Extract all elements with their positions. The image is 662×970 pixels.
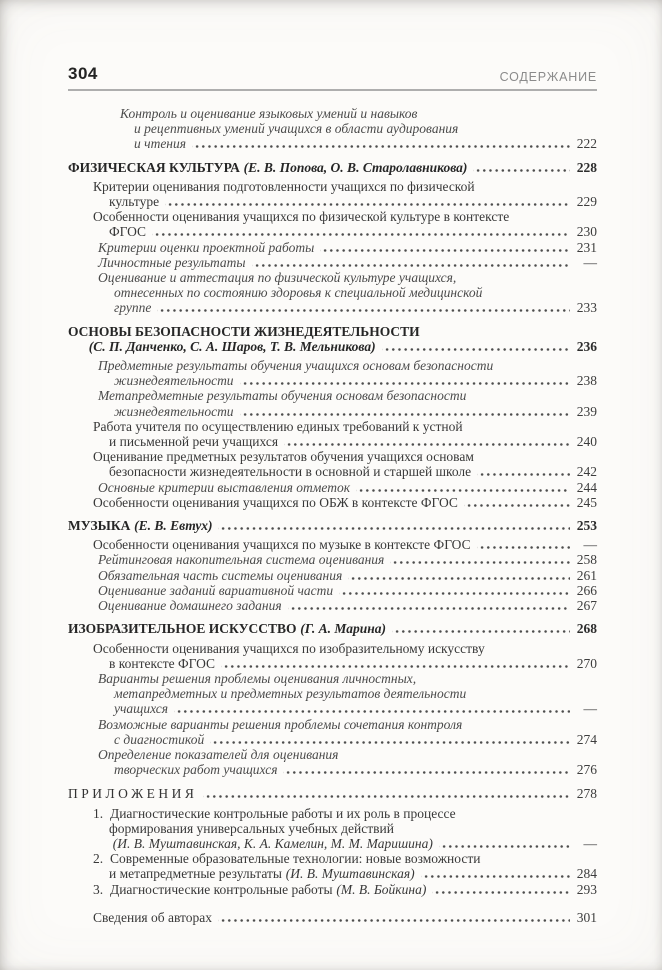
page-number: 258 <box>576 552 597 568</box>
toc-entry <box>68 419 597 449</box>
toc-text: Диагностические контрольные работы <box>110 881 333 897</box>
dot-leader <box>473 167 570 172</box>
toc-entry <box>68 552 597 567</box>
toc-text: жизнедеятельности <box>114 403 234 419</box>
toc-line <box>68 136 597 151</box>
page-number: 261 <box>576 567 597 583</box>
toc-text: Метапредметные результаты обучения основам безопасности <box>98 388 467 404</box>
page-number: 301 <box>576 909 597 925</box>
toc-text: Критерии оценивания подготовленности учащихся по физической <box>93 178 475 194</box>
page-number: 239 <box>576 403 597 419</box>
toc-list <box>68 106 597 925</box>
toc-line <box>68 656 597 671</box>
toc-line <box>68 866 597 881</box>
toc-line <box>68 732 597 747</box>
toc-entry <box>68 495 597 510</box>
page-number: 233 <box>576 300 597 316</box>
toc-line <box>68 786 597 801</box>
toc-line <box>68 300 597 315</box>
toc-line <box>68 373 597 388</box>
dot-leader <box>439 843 570 848</box>
toc-entry <box>68 910 597 925</box>
dot-leader <box>348 575 570 580</box>
toc-text: группе <box>114 300 152 316</box>
toc-text: Возможные варианты решения проблемы сочетания контроля <box>98 716 463 732</box>
toc-authors: (С. П. Данченко, С. А. Шаров, Т. В. Мельникова) <box>88 338 376 354</box>
page-number: 245 <box>576 494 597 510</box>
toc-text: метапредметных и предметных результатов деятельности <box>114 686 467 702</box>
toc-entry <box>68 598 597 613</box>
toc-entry <box>68 255 597 270</box>
page-number: — <box>583 835 597 851</box>
page-number: — <box>583 701 597 717</box>
dot-leader <box>432 889 570 894</box>
toc-line <box>68 747 597 762</box>
page-number: 284 <box>576 866 597 882</box>
dot-leader <box>203 793 570 798</box>
toc-line <box>68 449 597 464</box>
toc-text: Оценивание домашнего задания <box>98 598 282 614</box>
toc-entry <box>68 179 597 209</box>
toc-text: Особенности оценивания учащихся по физической культуре в контексте <box>93 209 510 225</box>
page-number: 230 <box>576 224 597 240</box>
toc-text: ИЗОБРАЗИТЕЛЬНОЕ ИСКУССТВО <box>68 621 297 637</box>
dot-leader <box>152 231 570 236</box>
toc-text: Рейтинговая накопительная система оценивания <box>98 552 385 568</box>
page-number: 267 <box>576 598 597 614</box>
page-number: 293 <box>576 881 597 897</box>
dot-leader <box>218 525 570 530</box>
toc-line <box>68 598 597 613</box>
toc-line <box>68 621 597 636</box>
toc-line <box>68 160 597 175</box>
toc-entry <box>68 747 597 777</box>
toc-line <box>68 518 597 533</box>
page-number: 231 <box>576 239 597 255</box>
dot-leader <box>165 201 570 206</box>
dot-leader <box>240 411 570 416</box>
toc-line <box>68 806 597 821</box>
dot-leader <box>477 544 570 549</box>
toc-text: ФИЗИЧЕСКАЯ КУЛЬТУРА <box>68 159 240 175</box>
page-number: 228 <box>576 159 597 175</box>
dot-leader <box>283 769 570 774</box>
toc-entry <box>68 583 597 598</box>
dot-leader <box>356 487 570 492</box>
toc-text: ФГОС <box>109 224 147 240</box>
dot-leader <box>382 346 570 351</box>
toc-line <box>68 179 597 194</box>
toc-text: Личностные результаты <box>98 254 246 270</box>
dot-leader <box>390 559 570 564</box>
toc-entry <box>68 388 597 418</box>
toc-entry <box>68 537 597 552</box>
toc-line <box>68 641 597 656</box>
toc-text: Сведения об авторах <box>93 909 212 925</box>
running-head: СОДЕРЖАНИЕ <box>499 70 597 84</box>
toc-text: Определение показателей для оценивания <box>98 746 339 762</box>
dot-leader <box>284 441 570 446</box>
page-header <box>68 64 597 84</box>
toc-line <box>68 836 597 851</box>
toc-line <box>68 121 597 136</box>
toc-line <box>68 686 597 701</box>
dot-leader <box>210 739 570 744</box>
toc-line <box>68 537 597 552</box>
toc-line <box>68 324 597 339</box>
toc-line <box>68 701 597 716</box>
toc-authors: (И. В. Муштавинская, К. А. Камелин, М. М. Маришина) <box>112 835 433 851</box>
toc-text: культуре <box>109 194 160 210</box>
toc-text: Контроль и оценивание языковых умений и навыков <box>120 106 418 121</box>
toc-line <box>68 552 597 567</box>
toc-entry <box>68 786 597 801</box>
toc-text: жизнедеятельности <box>114 373 234 389</box>
page-number: 274 <box>576 731 597 747</box>
toc-text: творческих работ учащихся <box>114 762 278 778</box>
toc-text: ОСНОВЫ БЕЗОПАСНОСТИ ЖИЗНЕДЕЯТЕЛЬНОСТИ <box>68 323 420 339</box>
toc-line <box>68 821 597 836</box>
dot-leader <box>320 247 570 252</box>
toc-entry <box>68 270 597 316</box>
toc-text: формирования универсальных учебных действий <box>109 820 394 836</box>
toc-line <box>68 495 597 510</box>
toc-authors: (Е. В. Евтух) <box>134 518 213 534</box>
toc-line <box>68 480 597 495</box>
page-number: — <box>583 254 597 270</box>
dot-leader <box>218 917 570 922</box>
dot-leader <box>288 605 570 610</box>
toc-text: Оценивание и аттестация по физической культуре учащихся, <box>98 270 457 286</box>
toc-entry <box>68 518 597 533</box>
toc-entry <box>68 106 597 152</box>
toc-entry <box>68 160 597 175</box>
page-number: 244 <box>576 479 597 495</box>
toc-text: с диагностикой <box>114 731 205 747</box>
toc-entry <box>68 621 597 636</box>
toc-line <box>68 404 597 419</box>
toc-line <box>68 224 597 239</box>
toc-text: Диагностические контрольные работы и их роль в процессе <box>110 805 456 821</box>
dot-leader <box>240 380 570 385</box>
toc-line <box>68 583 597 598</box>
toc-text: Работа учителя по осуществлению единых требований к устной <box>93 418 463 434</box>
page-number: 270 <box>576 655 597 671</box>
page-number: — <box>583 537 597 553</box>
dot-leader <box>464 502 570 507</box>
toc-entry <box>68 671 597 717</box>
toc-line <box>68 882 597 897</box>
page-number: 266 <box>576 582 597 598</box>
page-number: 238 <box>576 373 597 389</box>
toc-entry <box>68 717 597 747</box>
toc-text: отнесенных по состоянию здоровья к специальной медицинской <box>114 285 483 301</box>
toc-line <box>68 255 597 270</box>
dot-leader <box>157 307 570 312</box>
page-number: 242 <box>576 464 597 480</box>
toc-line <box>68 106 597 121</box>
toc-line <box>68 388 597 403</box>
toc-text: Обязательная часть системы оценивания <box>98 567 343 583</box>
page-number: 222 <box>576 136 597 152</box>
toc-line <box>68 910 597 925</box>
header-rule <box>68 89 597 91</box>
dot-leader <box>174 708 570 713</box>
toc-text: безопасности жизнедеятельности в основной и старшей школе <box>109 464 472 480</box>
toc-entry <box>68 240 597 255</box>
toc-authors: (И. В. Муштавинская) <box>285 866 415 882</box>
dot-leader <box>192 143 570 148</box>
toc-text: Особенности оценивания учащихся по изобразительному искусству <box>93 640 485 656</box>
page-number: 240 <box>576 434 597 450</box>
toc-line <box>68 762 597 777</box>
folio-page-number: 304 <box>68 64 98 83</box>
toc-entry <box>68 324 597 354</box>
page-number: 236 <box>576 338 597 354</box>
page-number: 229 <box>576 194 597 210</box>
page-number: 278 <box>576 786 597 802</box>
page-number: 253 <box>576 518 597 534</box>
toc-line <box>68 434 597 449</box>
toc-entry <box>68 641 597 671</box>
toc-text: и письменной речи учащихся <box>109 434 279 450</box>
dot-leader <box>477 471 570 476</box>
toc-line <box>68 240 597 255</box>
toc-entry <box>68 358 597 388</box>
toc-entry <box>68 806 597 852</box>
page-number: 268 <box>576 621 597 637</box>
dot-leader <box>339 590 570 595</box>
toc-entry <box>68 882 597 897</box>
toc-line <box>68 851 597 866</box>
toc-authors: (М. В. Бойкина) <box>336 881 427 897</box>
toc-text: учащихся <box>114 701 169 717</box>
dot-leader <box>421 873 570 878</box>
toc-text: Особенности оценивания учащихся по музыке в контексте ФГОС <box>93 537 471 553</box>
toc-text: в контексте ФГОС <box>109 655 216 671</box>
toc-line <box>68 270 597 285</box>
toc-line <box>68 194 597 209</box>
toc-line <box>68 717 597 732</box>
toc-line <box>68 464 597 479</box>
toc-entry <box>68 480 597 495</box>
toc-authors: (Г. А. Марина) <box>300 621 386 637</box>
dot-leader <box>392 628 570 633</box>
toc-line <box>68 339 597 354</box>
toc-text: и чтения <box>134 136 187 152</box>
toc-text: и рецептивных умений учащихся в области аудирования <box>134 121 459 137</box>
item-number: 1. <box>93 805 104 821</box>
toc-authors: (Е. В. Попова, О. В. Старолавникова) <box>243 159 468 175</box>
toc-entry <box>68 449 597 479</box>
toc-entry <box>68 568 597 583</box>
toc-line <box>68 568 597 583</box>
toc-text: Основные критерии выставления отметок <box>98 479 351 495</box>
toc-text: ПРИЛОЖЕНИЯ <box>68 786 198 802</box>
toc-text: Критерии оценки проектной работы <box>98 239 315 255</box>
toc-text: Варианты решения проблемы оценивания личностных, <box>98 670 417 686</box>
page-number: 276 <box>576 762 597 778</box>
toc-line <box>68 671 597 686</box>
toc-line <box>68 209 597 224</box>
toc-line <box>68 285 597 300</box>
toc-line <box>68 358 597 373</box>
toc-text: Современные образовательные технологии: новые возможности <box>110 851 481 867</box>
dot-leader <box>252 262 570 267</box>
toc-entry <box>68 851 597 881</box>
toc-text: и метапредметные результаты <box>109 866 282 882</box>
toc-text: МУЗЫКА <box>68 518 131 534</box>
toc-text: Особенности оценивания учащихся по ОБЖ в контексте ФГОС <box>93 494 458 510</box>
dot-leader <box>221 663 570 668</box>
toc-text: Оценивание заданий вариативной части <box>98 582 334 598</box>
item-number: 3. <box>93 881 104 897</box>
toc-entry <box>68 209 597 239</box>
toc-text: Предметные результаты обучения учащихся основам безопасности <box>98 358 494 374</box>
toc-line <box>68 419 597 434</box>
toc-text: Оценивание предметных результатов обучения учащихся основам <box>93 449 474 465</box>
item-number: 2. <box>93 851 104 867</box>
